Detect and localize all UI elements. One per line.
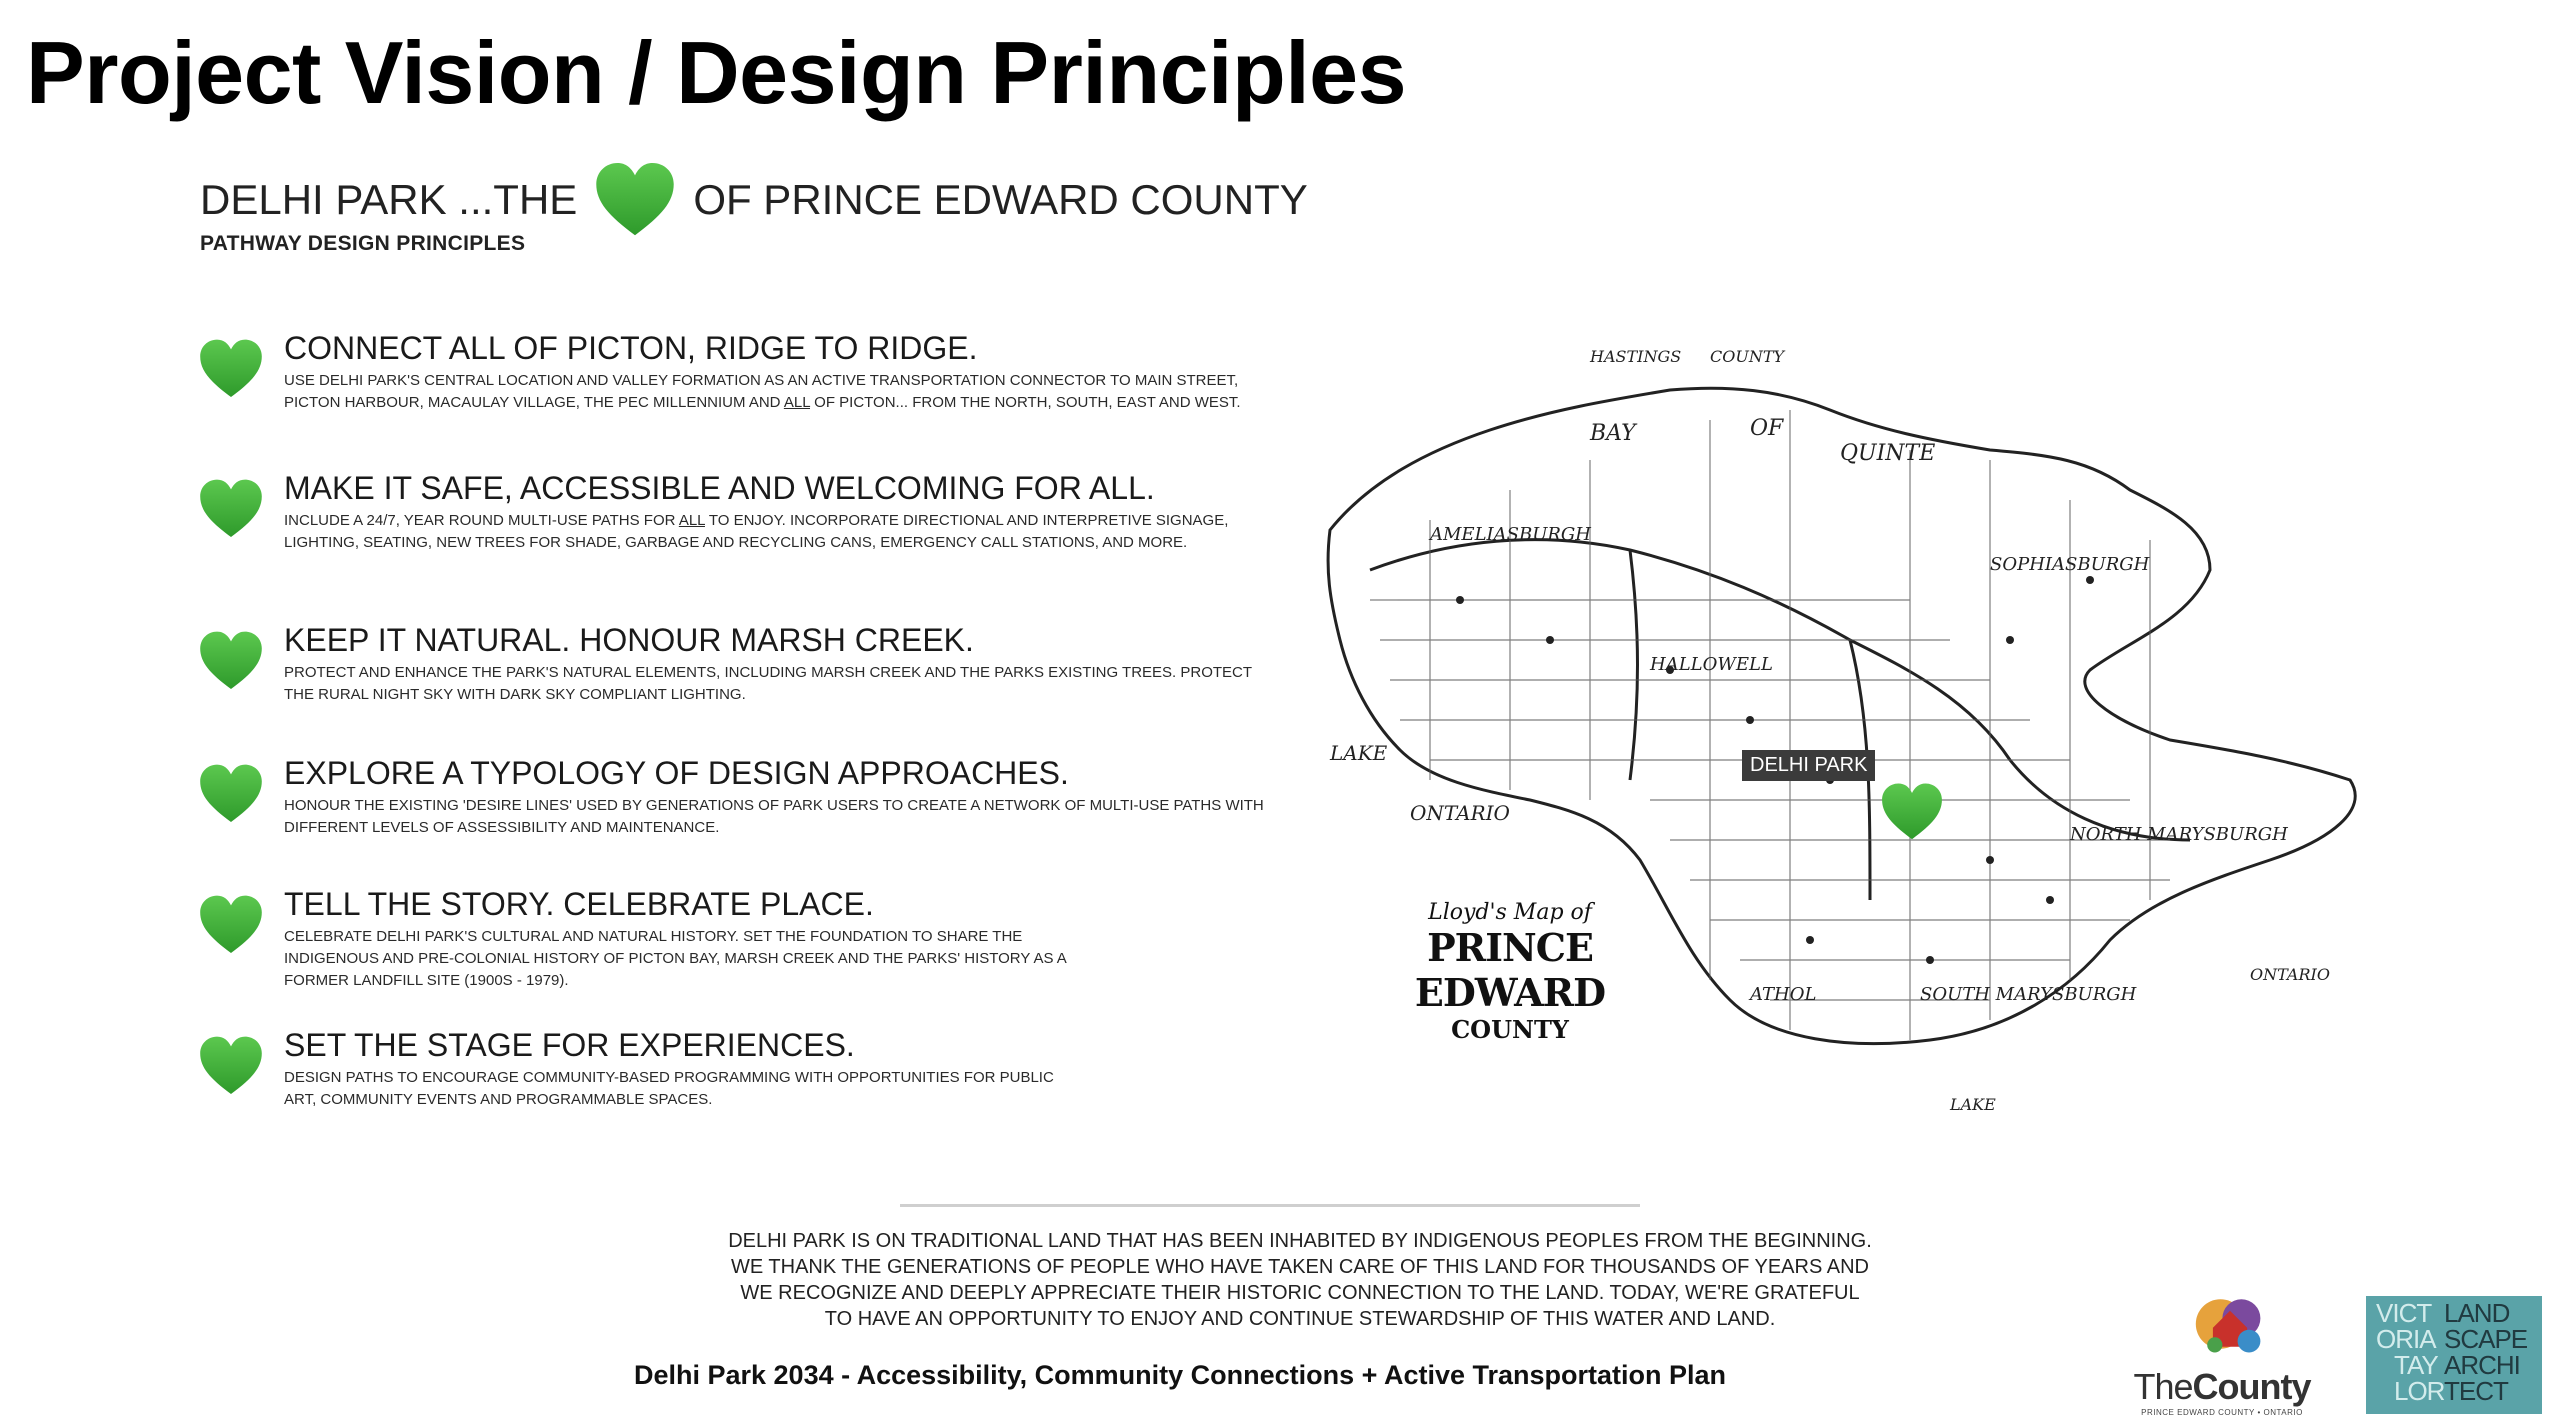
principle-body-underline: ALL: [678, 512, 705, 529]
map-place-label: HALLOWELL: [1650, 654, 1773, 675]
map-place-label: LAKE: [1950, 1095, 1996, 1114]
vt-logo-text: ORIA: [2376, 1324, 2436, 1354]
hero-subtitle: PATHWAY DESIGN PRINCIPLES: [200, 232, 526, 255]
map-place-label: OF: [1750, 416, 1784, 441]
victoria-taylor-logo: [2366, 1296, 2542, 1414]
principle-title: CONNECT ALL OF PICTON, RIDGE TO RIDGE.: [284, 330, 978, 366]
land-acknowledgement: [640, 1228, 1960, 1332]
principle-body: [284, 510, 1284, 554]
green-heart-icon: [196, 759, 266, 829]
green-heart-icon: [196, 334, 266, 404]
green-heart-icon: [196, 890, 266, 960]
the-county-logo: [2122, 1286, 2322, 1416]
principle-body-text: CELEBRATE DELHI PARK'S CULTURAL AND NATURAL HISTORY. SET THE FOUNDATION TO SHARE THE INDIGENOUS AND PRE-COLONIAL HISTORY OF PICTON BAY, MARSH CREEK AND THE PARKS' HISTORY AS A FORMER LANDFILL SITE (1900S - 1979).: [284, 928, 1066, 989]
principle-title: KEEP IT NATURAL. HONOUR MARSH CREEK.: [284, 622, 974, 658]
ack-line: WE RECOGNIZE AND DEEPLY APPRECIATE THEIR HISTORIC CONNECTION TO THE LAND. TODAY, WE'RE GRATEFUL: [740, 1282, 1860, 1304]
map-place-label: ATHOL: [1750, 984, 1817, 1005]
principle-body: [284, 926, 1104, 992]
principle-body-text: DESIGN PATHS TO ENCOURAGE COMMUNITY-BASED PROGRAMMING WITH OPPORTUNITIES FOR PUBLIC ART, COMMUNITY EVENTS AND PROGRAMMABLE SPACES.: [284, 1069, 1054, 1108]
map-place-label: AMELIASBURGH: [1430, 524, 1591, 545]
vt-logo-text: ARCHI: [2444, 1350, 2520, 1380]
map-place-label: COUNTY: [1710, 347, 1785, 366]
principle-body-text: TO ENJOY. INCORPORATE DIRECTIONAL AND INTERPRETIVE SIGNAGE, LIGHTING, SEATING, NEW TREES FOR SHADE, GARBAGE AND RECYCLING CANS, EMERGENCY CALL STATIONS, AND MORE.: [284, 512, 1229, 551]
principle-title: TELL THE STORY. CELEBRATE PLACE.: [284, 886, 874, 922]
map-title-line: Lloyd's Map of: [1428, 900, 1592, 925]
principle-title: MAKE IT SAFE, ACCESSIBLE AND WELCOMING FOR ALL.: [284, 470, 1155, 506]
county-logo-prefix: The: [2133, 1366, 2193, 1407]
map-title-line: PRINCE EDWARD: [1414, 925, 1606, 1015]
map-place-label: NORTH MARYSBURGH: [2070, 824, 2288, 845]
map-marker-label: DELHI PARK: [1742, 750, 1875, 781]
page-title: Project Vision / Design Principles: [26, 23, 1407, 122]
principle-body-text: OF PICTON... FROM THE NORTH, SOUTH, EAST AND WEST.: [810, 394, 1241, 411]
map-place-label: BAY: [1590, 421, 1636, 446]
county-logo-word: County: [2192, 1366, 2311, 1407]
divider: [900, 1204, 1640, 1207]
map-place-label: QUINTE: [1840, 441, 1936, 466]
principle-title: SET THE STAGE FOR EXPERIENCES.: [284, 1027, 855, 1063]
green-heart-icon: [196, 626, 266, 696]
map-place-label: LAKE: [1330, 741, 1388, 765]
ack-line: DELHI PARK IS ON TRADITIONAL LAND THAT HAS BEEN INHABITED BY INDIGENOUS PEOPLES FROM THE BEGINNING.: [728, 1230, 1872, 1252]
county-logo-name: [2122, 1366, 2322, 1408]
map-place-label: SOUTH MARYSBURGH: [1920, 984, 2137, 1005]
principle-body: [284, 795, 1284, 839]
principle-body-underline: ALL: [783, 394, 810, 411]
vt-logo-text: SCAPE: [2444, 1324, 2528, 1354]
map-title-block: [1340, 900, 1680, 1044]
footer-text: Delhi Park 2034 - Accessibility, Community Connections + Active Transportation Plan: [633, 1360, 1727, 1390]
principle-body: [284, 1067, 1084, 1111]
county-logo-mark-icon: [2192, 1286, 2268, 1362]
vt-logo-text: LOR: [2394, 1376, 2445, 1406]
vt-logo-text: TAY: [2394, 1350, 2438, 1380]
hero-right-text: OF PRINCE EDWARD COUNTY: [693, 176, 1308, 223]
principle-body: [284, 370, 1284, 414]
principle-body: [284, 662, 1284, 706]
principle-body-text: HONOUR THE EXISTING 'DESIRE LINES' USED BY GENERATIONS OF PARK USERS TO CREATE A NETWORK OF MULTI-USE PATHS WITH DIFFERENT LEVELS OF ASSESSIBILITY AND MAINTENANCE.: [284, 797, 1264, 836]
principle-body-text: USE DELHI PARK'S CENTRAL LOCATION AND VALLEY FORMATION AS AN ACTIVE TRANSPORTATION CONNECTOR TO MAIN STREET, PICTON HARBOUR, MACAULAY VILLAGE, THE PEC MILLENNIUM AND: [284, 372, 1239, 411]
vt-logo-text: LAND: [2444, 1298, 2510, 1328]
county-logo-tagline: PRINCE EDWARD COUNTY • ONTARIO: [2141, 1408, 2303, 1417]
vt-logo-text: TECT: [2444, 1376, 2508, 1406]
principle-title: EXPLORE A TYPOLOGY OF DESIGN APPROACHES.: [284, 755, 1069, 791]
hero-left-text: DELHI PARK ...THE: [200, 176, 578, 223]
map-title-line: COUNTY: [1451, 1015, 1569, 1044]
map-place-label: HASTINGS: [1590, 347, 1682, 366]
principle-body-text: INCLUDE A 24/7, YEAR ROUND MULTI-USE PATHS FOR: [284, 512, 679, 529]
ack-line: TO HAVE AN OPPORTUNITY TO ENJOY AND CONTINUE STEWARDSHIP OF THIS WATER AND LAND.: [824, 1308, 1776, 1330]
green-heart-icon: [591, 156, 679, 244]
ack-line: WE THANK THE GENERATIONS OF PEOPLE WHO HAVE TAKEN CARE OF THIS LAND FOR THOUSANDS OF YEARS AND: [731, 1256, 1869, 1278]
map-place-label: ONTARIO: [2250, 965, 2330, 984]
green-heart-icon: [196, 474, 266, 544]
map-place-label: ONTARIO: [1410, 801, 1510, 825]
green-heart-icon: [196, 1031, 266, 1101]
map-place-label: SOPHIASBURGH: [1990, 554, 2150, 575]
principle-body-text: PROTECT AND ENHANCE THE PARK'S NATURAL ELEMENTS, INCLUDING MARSH CREEK AND THE PARKS EXISTING TREES. PROTECT THE RURAL NIGHT SKY WITH DARK SKY COMPLIANT LIGHTING.: [284, 664, 1252, 703]
green-heart-icon: [1878, 778, 1946, 846]
vt-logo-text: VICT: [2376, 1298, 2432, 1328]
